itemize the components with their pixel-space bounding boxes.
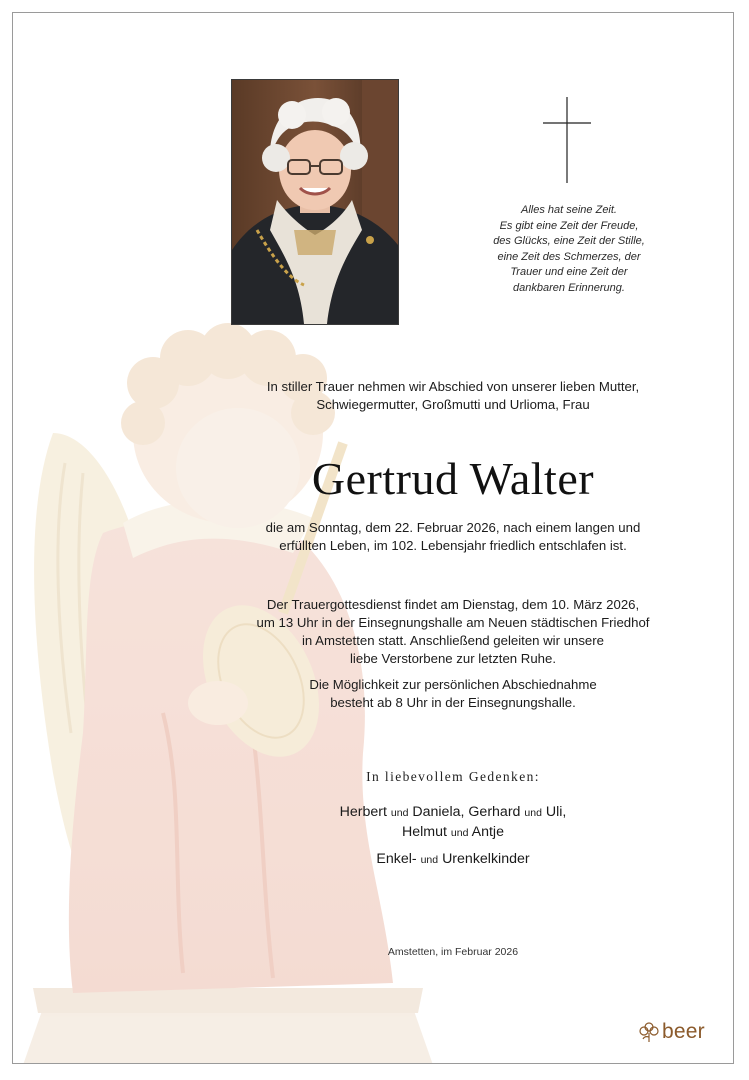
family-name: Gerhard xyxy=(468,804,521,820)
verse-line: des Glücks, eine Zeit der Stille, xyxy=(493,235,645,247)
intro-line: Schwiegermutter, Großmutti und Urlioma, Frau xyxy=(316,397,590,412)
cross-icon xyxy=(541,97,593,183)
conjunction: und xyxy=(390,807,409,819)
verse-line: Es gibt eine Zeit der Freude, xyxy=(499,219,639,232)
family-grandchildren xyxy=(203,850,703,870)
death-line: erfüllten Leben, im 102. Lebensjahr friedlich entschlafen ist. xyxy=(279,538,627,553)
intro-text xyxy=(203,378,703,414)
verse-quote xyxy=(481,203,657,296)
family-line-3 xyxy=(203,850,703,870)
family-name: Uli, xyxy=(545,804,567,820)
flower-icon xyxy=(639,1021,659,1043)
place-date: Amstetten, im Februar 2026 xyxy=(387,946,519,958)
viewing-line: besteht ab 8 Uhr in der Einsegnungshalle. xyxy=(330,695,576,710)
family-name: Daniela, xyxy=(412,804,465,820)
portrait-photo xyxy=(231,79,399,325)
service-line: in Amstetten statt. Anschließend geleiten wir unsere xyxy=(301,633,604,648)
service-line: liebe Verstorbene zur letzten Ruhe. xyxy=(350,651,556,666)
service-line: um 13 Uhr in der Einsegnungshalle am Neuen städtischen Friedhof xyxy=(256,615,650,630)
verse-line: Alles hat seine Zeit. xyxy=(521,204,617,216)
death-line: die am Sonntag, dem 22. Februar 2026, nach einem langen und xyxy=(265,520,641,535)
intro-line: In stiller Trauer nehmen wir Abschied von unserer lieben Mutter, xyxy=(266,379,640,394)
conjunction: und xyxy=(420,854,439,866)
logo-text: beer xyxy=(662,1020,705,1043)
deceased-name: Gertrud Walter xyxy=(311,453,595,504)
beer-logo xyxy=(639,1019,705,1045)
family-name: Enkel- xyxy=(376,851,417,867)
verse-line: eine Zeit des Schmerzes, der xyxy=(497,250,641,263)
family-name: Herbert xyxy=(339,804,387,820)
death-notice xyxy=(203,519,703,555)
viewing-info xyxy=(203,676,703,712)
family-name: Antje xyxy=(471,824,504,840)
family-line-1 xyxy=(203,803,703,823)
verse-line: dankbaren Erinnerung. xyxy=(513,281,625,294)
verse-line: Trauer und eine Zeit der xyxy=(510,266,628,278)
parte-card xyxy=(12,12,734,1064)
family-line-2 xyxy=(203,823,703,843)
service-line: Der Trauergottesdienst findet am Dienstag, dem 10. März 2026, xyxy=(266,597,640,612)
viewing-line: Die Möglichkeit zur persönlichen Abschiednahme xyxy=(309,677,597,692)
family-list xyxy=(203,803,703,843)
gedenken-heading: In liebevollem Gedenken: xyxy=(366,769,540,784)
family-name: Helmut xyxy=(402,824,447,840)
service-info xyxy=(203,596,703,668)
conjunction: und xyxy=(524,807,542,819)
family-name: Urenkelkinder xyxy=(442,851,530,867)
conjunction: und xyxy=(450,827,469,839)
